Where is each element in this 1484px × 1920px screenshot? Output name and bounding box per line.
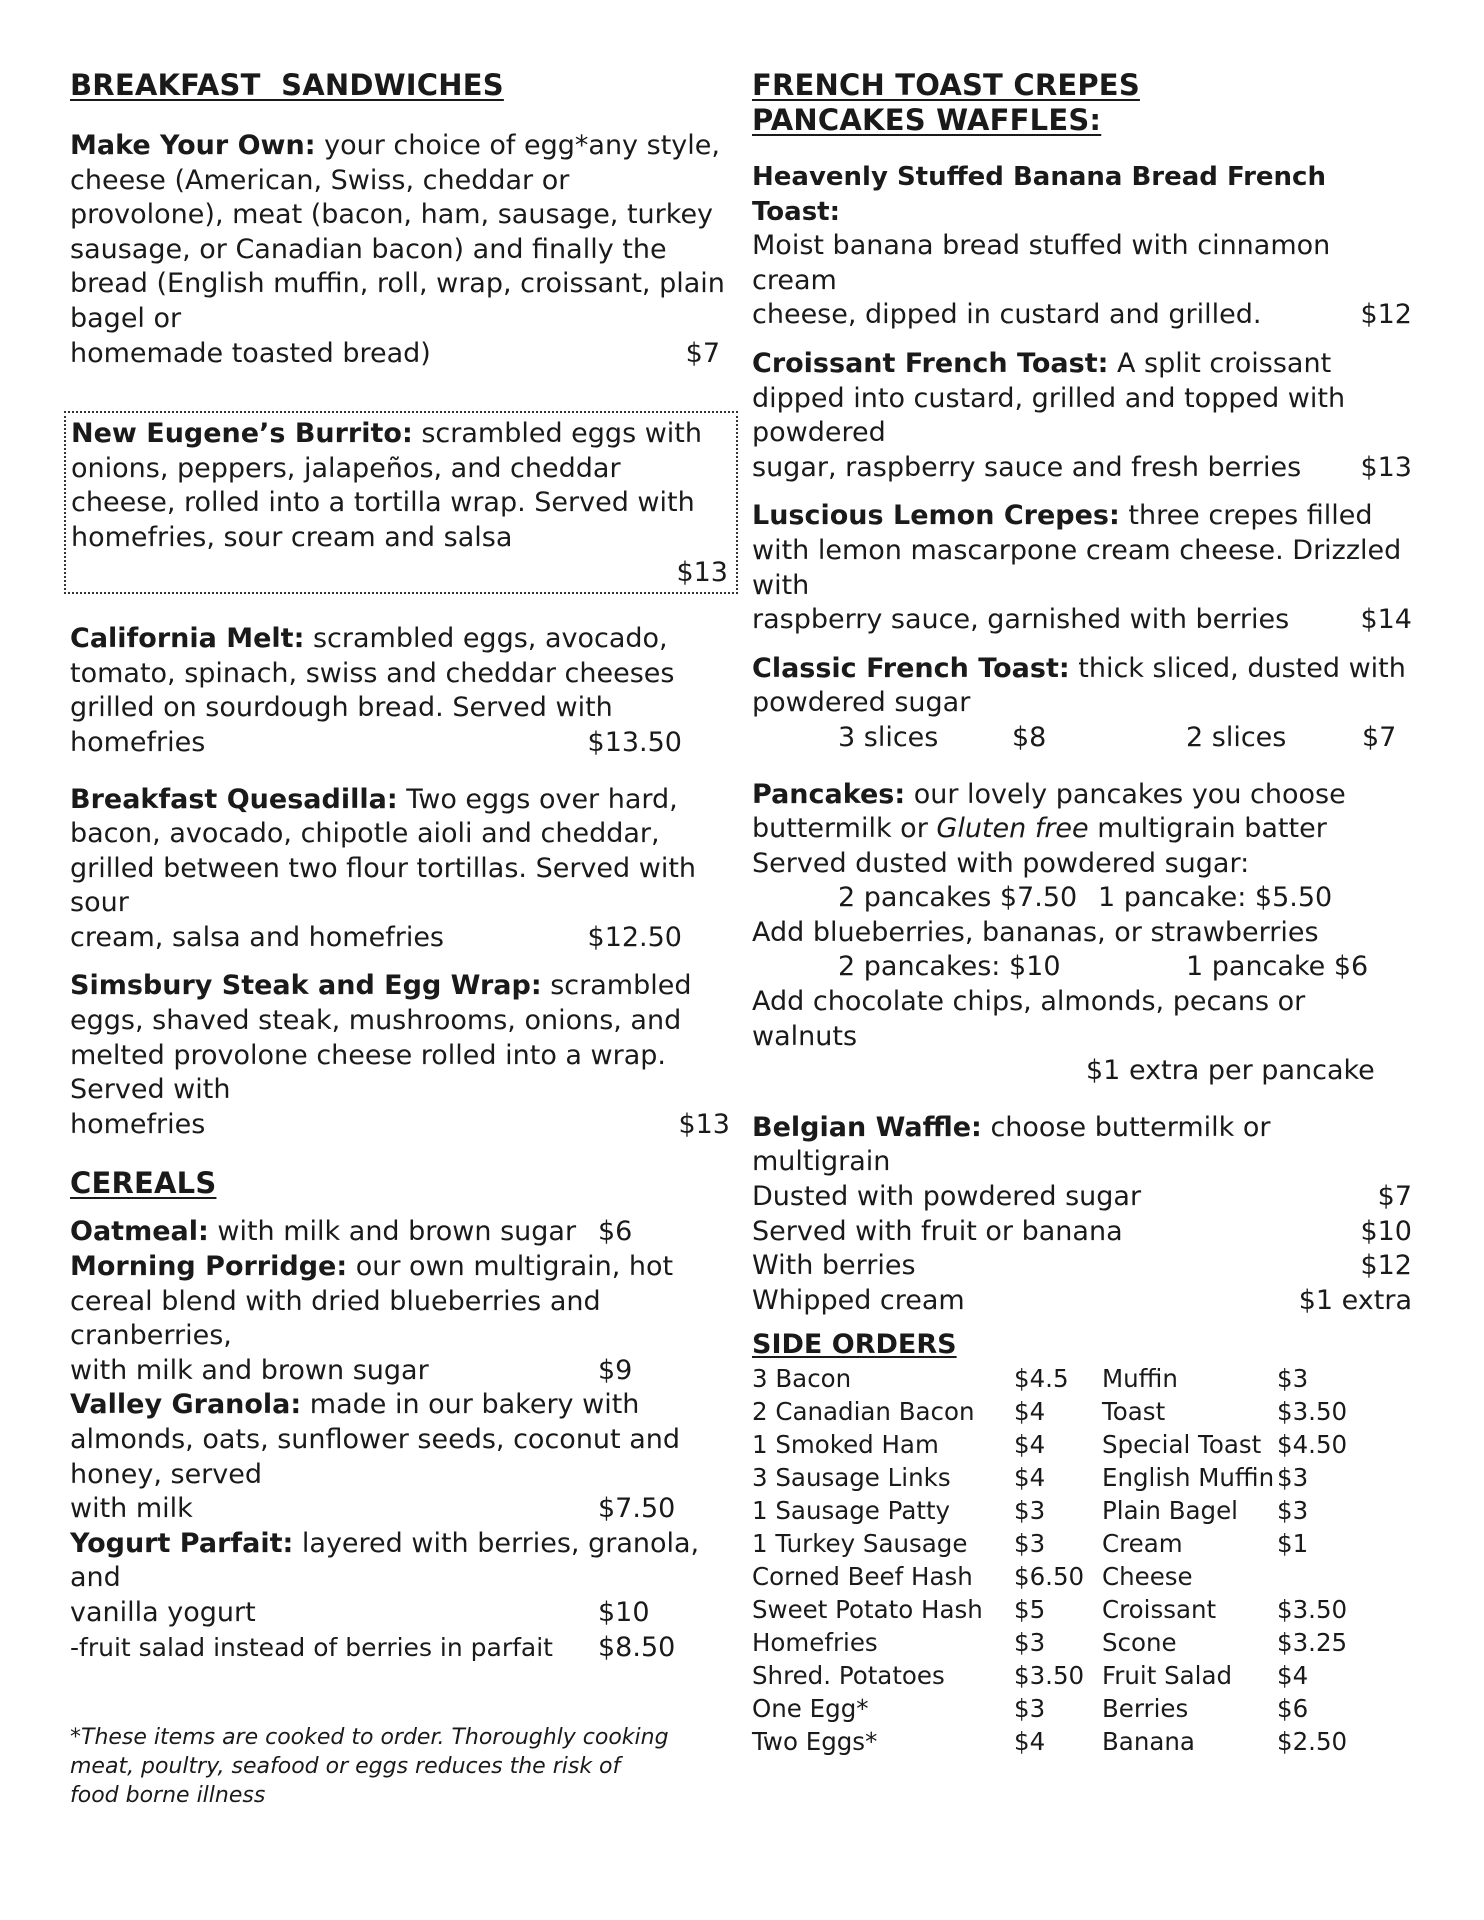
item-desc: made in our bakery with almonds, oats, sunflower seeds, coconut and honey, served: [70, 1389, 681, 1490]
side-item: Corned Beef Hash: [752, 1562, 973, 1592]
side-item: Plain Bagel: [1102, 1496, 1238, 1526]
item-desc-last: with milk and brown sugar: [70, 1354, 429, 1386]
add-chocolate-line: Add chocolate chips, almonds, pecans or walnuts: [752, 986, 1306, 1052]
side-row: [752, 1692, 1102, 1725]
oatmeal-item: [70, 1215, 730, 1250]
side-orders-heading: SIDE ORDERS: [752, 1329, 957, 1361]
item-desc-2: multigrain batter: [1088, 813, 1327, 845]
parfait-price-row: [70, 1596, 730, 1631]
french-toast-heading: [752, 68, 1412, 138]
item-desc-last: raspberry sauce, garnished with berries: [752, 604, 1290, 636]
item-desc: Moist banana bread stuffed with cinnamon cream: [752, 230, 1331, 296]
side-item: Two Eggs*: [752, 1727, 878, 1757]
item-name: Oatmeal:: [70, 1216, 209, 1248]
option-price: $8: [1012, 721, 1047, 753]
side-item: Shred. Potatoes: [752, 1661, 945, 1691]
side-item: Fruit Salad: [1102, 1661, 1233, 1691]
side-price: $3: [1277, 1496, 1309, 1526]
side-price: $3: [1014, 1496, 1046, 1526]
price-option: 1 pancake: $5.50: [1098, 882, 1333, 914]
side-orders-table: [752, 1362, 1412, 1758]
price-option: 2 pancakes: $10: [838, 951, 1061, 983]
side-price: $3: [1014, 1529, 1046, 1559]
steak-wrap-item: [70, 969, 730, 1107]
option-label: 3 slices: [838, 721, 939, 753]
note-text-last: food borne illness: [70, 1783, 266, 1809]
side-price: $3: [1277, 1463, 1309, 1493]
waffle-price: $12: [1360, 1250, 1412, 1282]
item-desc: scrambled eggs with onions, peppers, jalapeños, and cheddar cheese, rolled into a tortilla wrap. Served with homefries, sour cream and salsa: [71, 418, 703, 553]
side-price: $4: [1014, 1430, 1046, 1460]
option-price: $7: [1362, 721, 1397, 753]
side-item: Berries: [1102, 1694, 1189, 1724]
side-item: Cream Cheese: [1102, 1529, 1193, 1592]
item-desc-last: homefries: [70, 726, 206, 758]
item-name: Croissant French Toast:: [752, 347, 1109, 379]
item-desc: choose buttermilk or multigrain: [752, 1111, 1271, 1178]
price-option: 2 pancakes $7.50: [838, 882, 1078, 914]
side-price: $4.5: [1014, 1364, 1069, 1394]
side-price: $4: [1014, 1397, 1046, 1427]
side-item: 1 Turkey Sausage: [752, 1529, 968, 1559]
price-option: 1 pancake $6: [1186, 951, 1369, 983]
item-price: $12.50: [587, 921, 682, 953]
burrito-price-row: [71, 556, 728, 591]
item-desc: scrambled eggs, shaved steak, mushrooms, onions, and melted provolone cheese rolled into a wrap. Served with: [70, 970, 692, 1106]
item-name: Simsbury Steak and Egg Wrap:: [70, 970, 542, 1002]
waffle-row: [752, 1284, 1412, 1319]
side-item: Homefries: [752, 1628, 878, 1658]
side-item: Sweet Potato Hash: [752, 1595, 983, 1625]
granola-price-row: [70, 1492, 730, 1527]
california-melt-item: [70, 622, 730, 726]
item-name: Classic French Toast:: [752, 652, 1070, 684]
item-desc: Two eggs over hard, bacon, avocado, chipotle aioli and cheddar, grilled between two flour tortillas. Served with sour: [70, 783, 697, 919]
option-text: -fruit salad instead of berries in parfait: [70, 1632, 553, 1662]
heading-line-2: PANCAKES WAFFLES:: [752, 103, 1102, 137]
side-row: [752, 1428, 1102, 1461]
quesadilla-price-row: [70, 921, 682, 956]
side-price: $4: [1014, 1463, 1046, 1493]
side-row: [1102, 1626, 1362, 1659]
california-melt-price-row: [70, 726, 682, 761]
item-name: Breakfast Quesadilla:: [70, 783, 398, 815]
item-price: $7.50: [598, 1493, 676, 1525]
side-row: [1102, 1428, 1362, 1461]
banana-bread-price-row: [752, 298, 1412, 333]
side-item: 1 Sausage Patty: [752, 1496, 951, 1526]
side-price: $3.50: [1277, 1397, 1348, 1427]
option-label: 2 slices: [1186, 721, 1287, 753]
side-item: Special Toast: [1102, 1430, 1262, 1460]
side-item: Banana: [1102, 1727, 1195, 1757]
extra-per-pancake: $1 extra per pancake: [1086, 1055, 1375, 1087]
side-price: $3.50: [1014, 1661, 1085, 1691]
lemon-crepes-item: [752, 499, 1412, 603]
side-price: $6.50: [1014, 1562, 1085, 1592]
side-row: [752, 1659, 1102, 1692]
porridge-item: [70, 1250, 730, 1354]
cereals-heading: CEREALS: [70, 1166, 217, 1201]
side-item: 3 Bacon: [752, 1364, 852, 1394]
side-item: Croissant: [1102, 1595, 1217, 1625]
side-row: [1102, 1494, 1362, 1527]
item-desc: layered with berries, granola, and: [70, 1527, 700, 1594]
side-item: Muffin: [1102, 1364, 1178, 1394]
item-desc: with milk and brown sugar: [208, 1216, 577, 1248]
item-desc-last: with milk: [70, 1493, 193, 1525]
side-row: [1102, 1593, 1362, 1626]
item-name: Morning Porridge:: [70, 1251, 348, 1283]
side-price: $3: [1014, 1694, 1046, 1724]
item-name: Luscious Lemon Crepes:: [752, 500, 1120, 532]
side-row: [1102, 1395, 1362, 1428]
belgian-waffle-item: [752, 1111, 1412, 1180]
item-price: $7: [685, 337, 720, 369]
breakfast-sandwiches-heading: BREAKFAST SANDWICHES: [70, 68, 504, 102]
item-name: Pancakes:: [752, 778, 906, 810]
granola-item: [70, 1388, 730, 1492]
classic-french-toast-item: [752, 652, 1412, 721]
fruit-salad-option-row: [70, 1631, 730, 1666]
side-item: Scone: [1102, 1628, 1177, 1658]
side-orders-left: [752, 1362, 1102, 1758]
side-item: English Muffin: [1102, 1463, 1275, 1493]
side-price: $4: [1014, 1727, 1046, 1757]
food-safety-note: [70, 1723, 730, 1810]
side-price: $4: [1277, 1661, 1309, 1691]
side-price: $3: [1277, 1364, 1309, 1394]
heading-line-1: FRENCH TOAST CREPES: [752, 68, 1140, 102]
side-price: $6: [1277, 1694, 1309, 1724]
waffle-price: $7: [1377, 1181, 1412, 1213]
item-name: New Eugene’s Burrito:: [71, 418, 413, 450]
item-desc-last: vanilla yogurt: [70, 1596, 256, 1628]
burrito-box: [64, 411, 738, 594]
waffle-row: [752, 1249, 1412, 1284]
item-price: $13.50: [587, 726, 682, 758]
item-desc: our lovely pancakes you choose buttermilk or: [752, 778, 1346, 845]
waffle-option: Dusted with powdered sugar: [752, 1181, 1142, 1213]
side-row: [752, 1461, 1102, 1494]
item-price: $10: [598, 1596, 650, 1628]
item-price: $6: [598, 1216, 633, 1248]
side-item: One Egg*: [752, 1694, 869, 1724]
quesadilla-item: [70, 783, 730, 921]
waffle-option: Served with fruit or banana: [752, 1215, 1123, 1247]
side-row: [1102, 1461, 1362, 1494]
item-name: Valley Granola:: [70, 1389, 302, 1421]
steak-wrap-price-row: [70, 1108, 730, 1143]
side-row: [1102, 1527, 1362, 1593]
item-desc: A split croissant dipped into custard, grilled and topped with powdered: [752, 347, 1346, 449]
burrito-item: [71, 417, 728, 555]
side-price: $5: [1014, 1595, 1046, 1625]
side-item: 1 Smoked Ham: [752, 1430, 939, 1460]
side-price: $3.50: [1277, 1595, 1348, 1625]
item-price: $13: [678, 1108, 730, 1140]
note-text: *These items are cooked to order. Thoroughly cooking meat, poultry, seafood or eggs reduces the risk of: [70, 1725, 669, 1780]
item-desc-3: Served dusted with powdered sugar:: [752, 847, 1250, 879]
side-row: [752, 1626, 1102, 1659]
item-desc: your choice of egg*any style, cheese (American, Swiss, cheddar or provolone), meat (bacon, ham, sausage, turkey sausage, or Canadian bacon) and finally the bread (English muffin, roll, wrap, croissant, plain bagel or: [70, 130, 725, 334]
side-row: [1102, 1725, 1362, 1758]
item-price: $13: [1360, 451, 1412, 483]
add-fruit-line: Add blueberries, bananas, or strawberries: [752, 916, 1319, 948]
item-name: Yogurt Parfait:: [70, 1527, 294, 1559]
item-desc-last: homemade toasted bread): [70, 337, 431, 369]
side-orders-right: [1102, 1362, 1362, 1758]
croissant-french-toast-price-row: [752, 451, 1412, 486]
item-name: Make Your Own:: [70, 130, 316, 161]
right-column: [752, 68, 1412, 1758]
lemon-crepes-price-row: [752, 603, 1412, 638]
side-row: [752, 1362, 1102, 1395]
side-item: 2 Canadian Bacon: [752, 1397, 975, 1427]
side-row: [1102, 1362, 1362, 1395]
item-price: $12: [1360, 299, 1412, 331]
waffle-row: [752, 1180, 1412, 1215]
item-price: $13: [676, 556, 728, 588]
side-row: [1102, 1659, 1362, 1692]
croissant-french-toast-item: [752, 347, 1412, 451]
side-price: $3: [1014, 1628, 1046, 1658]
classic-options-row: [752, 721, 1412, 756]
side-row: [1102, 1692, 1362, 1725]
item-desc: thick sliced, dusted with powdered sugar: [752, 652, 1406, 719]
pancakes-item: [752, 778, 1412, 882]
make-your-own-price-row: [70, 337, 730, 372]
side-row: [752, 1725, 1102, 1758]
item-price: $8.50: [598, 1631, 676, 1663]
item-desc-last: cream, salsa and homefries: [70, 921, 444, 953]
side-row: [752, 1560, 1102, 1593]
side-price: $3.25: [1277, 1628, 1348, 1658]
banana-bread-item: [752, 160, 1412, 298]
item-desc: our own multigrain, hot cereal blend with dried blueberries and cranberries,: [70, 1251, 674, 1352]
side-item: 3 Sausage Links: [752, 1463, 951, 1493]
side-row: [752, 1494, 1102, 1527]
side-row: [752, 1527, 1102, 1560]
side-price: $4.50: [1277, 1430, 1348, 1460]
gluten-free-text: Gluten free: [936, 813, 1089, 845]
side-row: [752, 1395, 1102, 1428]
item-name: Heavenly Stuffed Banana Bread French Toast:: [752, 162, 1326, 227]
fruit-pancake-prices-row: [752, 950, 1412, 985]
item-name: Belgian Waffle:: [752, 1111, 982, 1143]
item-price: $14: [1360, 604, 1412, 636]
side-price: $1: [1277, 1529, 1309, 1559]
item-desc: scrambled eggs, avocado, tomato, spinach, swiss and cheddar cheeses grilled on sourdough bread. Served with: [70, 623, 675, 724]
side-row: [752, 1593, 1102, 1626]
side-price: $2.50: [1277, 1727, 1348, 1757]
side-item: Toast: [1102, 1397, 1166, 1427]
item-desc-last: sugar, raspberry sauce and fresh berries: [752, 451, 1302, 483]
item-name: California Melt:: [70, 623, 305, 655]
waffle-price: $10: [1360, 1215, 1412, 1247]
porridge-price-row: [70, 1354, 730, 1389]
pancake-prices-row: [752, 881, 1412, 916]
waffle-row: [752, 1215, 1412, 1250]
waffle-price: $1 extra: [1298, 1284, 1412, 1316]
item-price: $9: [598, 1354, 633, 1386]
item-desc-last: cheese, dipped in custard and grilled.: [752, 299, 1262, 331]
waffle-option: Whipped cream: [752, 1284, 965, 1316]
waffle-option: With berries: [752, 1250, 916, 1282]
item-desc-last: homefries: [70, 1108, 206, 1140]
left-column: [70, 68, 730, 1810]
parfait-item: [70, 1527, 730, 1596]
item-desc: three crepes filled with lemon mascarpone cream cheese. Drizzled with: [752, 500, 1402, 601]
make-your-own-item: [70, 129, 730, 337]
